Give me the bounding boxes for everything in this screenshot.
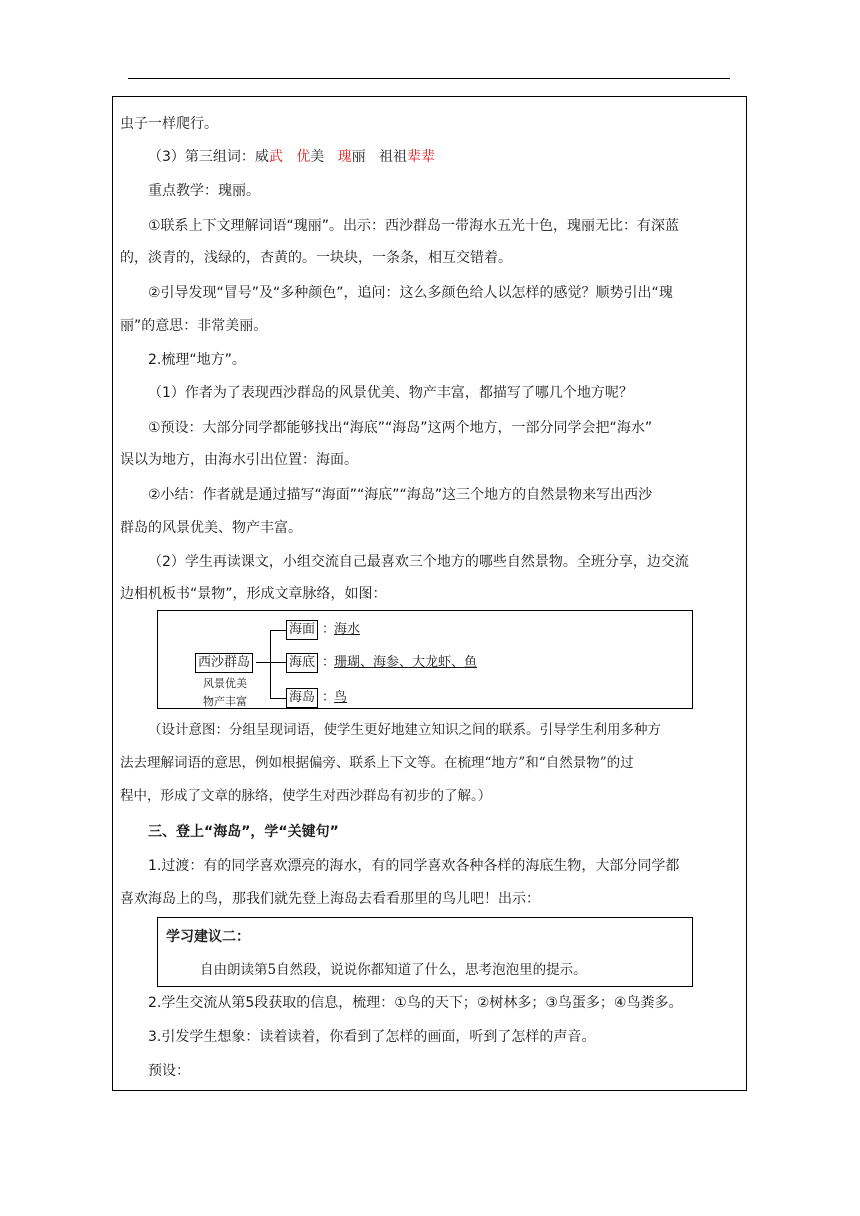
diagram-leaf: 珊瑚、海参、大龙虾、鱼 <box>334 655 478 670</box>
text-line: 1.过渡：有的同学喜欢漂亮的海水，有的同学喜欢各种各样的海底生物，大部分同学都 <box>148 858 680 874</box>
highlight-char: 辈辈 <box>407 149 435 165</box>
suggestion-title: 学习建议二： <box>166 929 250 945</box>
word-part: 丽 <box>351 149 366 165</box>
text-line: 群岛的风景优美、物产丰富。 <box>120 520 302 536</box>
text-line: ①联系上下文理解词语“瑰丽”。出示：西沙群岛一带海水五光十色，瑰丽无比：有深蓝 <box>148 218 680 234</box>
suggestion-box <box>157 917 693 987</box>
diagram-leaf: 海水 <box>334 622 361 637</box>
diagram-node: 海岛 <box>286 688 318 708</box>
structure-diagram <box>157 610 693 709</box>
text-line: 2.梳理“地方”。 <box>148 352 246 368</box>
connector-line <box>270 662 286 663</box>
section-heading: 三、登上“海岛”，学“关键句” <box>148 824 339 840</box>
diagram-root: 西沙群岛 <box>195 653 253 673</box>
header-rule <box>128 78 730 79</box>
text-line: ②小结：作者就是通过描写“海面”“海底”“海岛”这三个地方的自然景物来写出西沙 <box>148 487 653 503</box>
highlight-char: 优 <box>296 149 311 165</box>
connector-line <box>270 630 286 631</box>
text-line: 3.引发学生想象：读着读着，你看到了怎样的画面，听到了怎样的声音。 <box>148 1029 596 1045</box>
text-line: 预设： <box>148 1063 190 1079</box>
colon: ： <box>322 622 336 637</box>
text-line: 丽”的意思：非常美丽。 <box>120 318 268 334</box>
diagram-node: 海面 <box>286 620 318 640</box>
connector-line <box>270 630 271 698</box>
text-line: （1）作者为了表现西沙群岛的风景优美、物产丰富，都描写了哪几个地方呢？ <box>148 385 633 401</box>
connector-line <box>256 662 270 663</box>
colon: ： <box>322 655 336 670</box>
diagram-root-sub: 风景优美 <box>203 677 247 690</box>
diagram-leaf: 鸟 <box>334 690 348 705</box>
diagram-root-sub: 物产丰富 <box>203 695 247 708</box>
text-line: 2.学生交流从第5段获取的信息，梳理：①鸟的天下；②树林多；③鸟蛋多；④鸟粪多。 <box>148 995 683 1011</box>
design-note-line: （设计意图：分组呈现词语，使学生更好地建立知识之间的联系。引导学生利用多种方 <box>148 722 661 738</box>
text-line: ②引导发现“冒号”及“多种颜色”，追问：这么多颜色给人以怎样的感觉？顺势引出“瑰 <box>148 285 673 301</box>
design-note-line: 程中，形成了文章的脉络，使学生对西沙群岛有初步的了解。） <box>120 788 492 804</box>
colon: ： <box>322 690 336 705</box>
text-line: 重点教学：瑰丽。 <box>148 183 260 199</box>
text-line: （2）学生再读课文，小组交流自己最喜欢三个地方的哪些自然景物。全班分享，边交流 <box>148 554 689 570</box>
word-part: 美 <box>310 149 325 165</box>
text-line: 误以为地方，由海水引出位置：海面。 <box>120 452 358 468</box>
highlight-char: 武 <box>268 149 283 165</box>
diagram-node: 海底 <box>286 653 318 673</box>
word-group-line <box>120 147 736 167</box>
highlight-char: 瑰 <box>337 149 352 165</box>
connector-line <box>270 698 286 699</box>
text-line: 虫子一样爬行。 <box>120 116 218 132</box>
text-line: ①预设：大部分同学都能够找出“海底”“海岛”这两个地方，一部分同学会把“海水” <box>148 420 653 436</box>
word-group-label: （3）第三组词：威 <box>148 149 269 165</box>
text-line: 喜欢海岛上的鸟，那我们就先登上海岛去看看那里的鸟儿吧！出示： <box>120 891 540 907</box>
word-part: 祖祖 <box>379 149 407 165</box>
text-line: 边相机板书“景物”，形成文章脉络，如图： <box>120 586 387 602</box>
text-line: 的，淡青的，浅绿的，杏黄的。一块块，一条条，相互交错着。 <box>120 250 512 266</box>
suggestion-body: 自由朗读第5自然段，说说你都知道了什么，思考泡泡里的提示。 <box>200 962 587 978</box>
design-note-line: 法去理解词语的意思，例如根据偏旁、联系上下文等。在梳理“地方”和“自然景物”的过 <box>120 755 634 771</box>
